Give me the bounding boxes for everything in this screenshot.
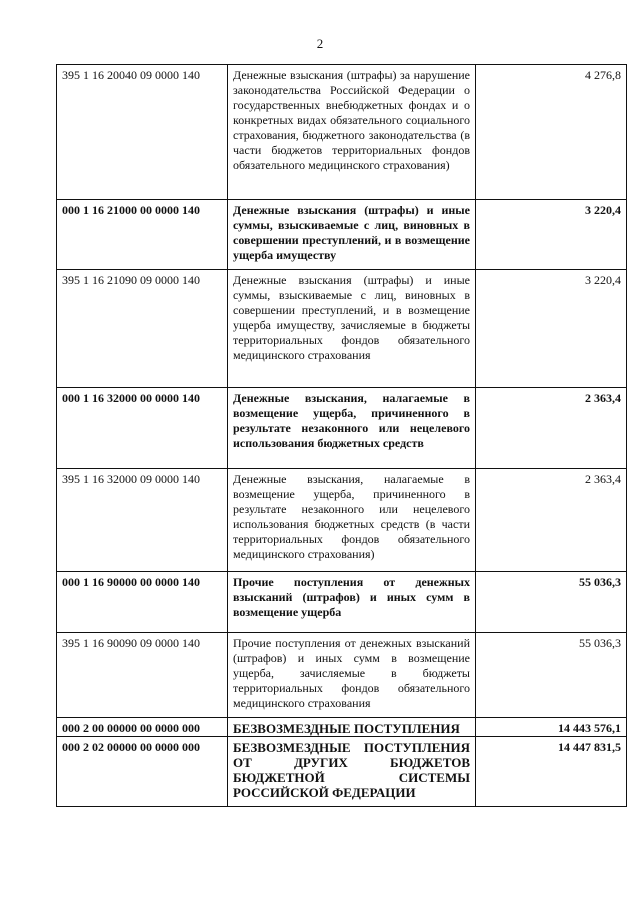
budget-code: 395 1 16 32000 09 0000 140 bbox=[57, 469, 228, 572]
row-amount: 3 220,4 bbox=[476, 200, 627, 270]
row-description: Денежные взыскания (штрафы) за нарушение законодательства Российской Федерации о государственных внебюджетных фондах и о конкретных видах обязательного социального страхования, бюджетного законодательства (в части бюджетов территориальных фондов обязательного медицинского страхования) bbox=[228, 65, 476, 200]
row-description: Денежные взыскания (штрафы) и иные суммы, взыскиваемые с лиц, виновных в совершении преступлений, и в возмещение ущерба имуществу, зачисляемые в бюджеты территориальных фондов обязательного медицинского страхования bbox=[228, 270, 476, 388]
row-description: Прочие поступления от денежных взысканий (штрафов) и иных сумм в возмещение ущерба, зачисляемые в бюджеты территориальных фондов обязательного медицинского страхования bbox=[228, 633, 476, 718]
row-amount: 14 443 576,1 bbox=[476, 718, 627, 737]
budget-code: 000 1 16 21000 00 0000 140 bbox=[57, 200, 228, 270]
table-row bbox=[57, 65, 627, 200]
row-amount: 2 363,4 bbox=[476, 388, 627, 469]
budget-code: 395 1 16 20040 09 0000 140 bbox=[57, 65, 228, 200]
table-row bbox=[57, 200, 627, 270]
revenue-table bbox=[56, 64, 627, 807]
budget-code: 000 1 16 90000 00 0000 140 bbox=[57, 572, 228, 633]
row-description: Прочие поступления от денежных взысканий (штрафов) и иных сумм в возмещение ущерба bbox=[228, 572, 476, 633]
table-row bbox=[57, 572, 627, 633]
table-row bbox=[57, 737, 627, 807]
table-row bbox=[57, 718, 627, 737]
row-description: Денежные взыскания, налагаемые в возмещение ущерба, причиненного в результате незаконного или нецелевого использования бюджетных средств bbox=[228, 388, 476, 469]
row-amount: 4 276,8 bbox=[476, 65, 627, 200]
table-row bbox=[57, 270, 627, 388]
table-row bbox=[57, 469, 627, 572]
budget-code: 395 1 16 21090 09 0000 140 bbox=[57, 270, 228, 388]
row-amount: 3 220,4 bbox=[476, 270, 627, 388]
row-description: Денежные взыскания, налагаемые в возмещение ущерба, причиненного в результате незаконного или нецелевого использования бюджетных средств (в части территориальных фондов обязательного медицинского страхования) bbox=[228, 469, 476, 572]
table-row bbox=[57, 633, 627, 718]
row-description: Денежные взыскания (штрафы) и иные суммы, взыскиваемые с лиц, виновных в совершении преступлений, и в возмещение ущерба имуществу bbox=[228, 200, 476, 270]
row-description: БЕЗВОЗМЕЗДНЫЕ ПОСТУПЛЕНИЯ ОТ ДРУГИХ БЮДЖЕТОВ БЮДЖЕТНОЙ СИСТЕМЫ РОССИЙСКОЙ ФЕДЕРАЦИИ bbox=[228, 737, 476, 807]
table-row bbox=[57, 388, 627, 469]
budget-code: 000 2 02 00000 00 0000 000 bbox=[57, 737, 228, 807]
budget-code: 000 1 16 32000 00 0000 140 bbox=[57, 388, 228, 469]
row-amount: 2 363,4 bbox=[476, 469, 627, 572]
row-amount: 14 447 831,5 bbox=[476, 737, 627, 807]
page-number: 2 bbox=[316, 36, 324, 51]
row-amount: 55 036,3 bbox=[476, 572, 627, 633]
row-description: БЕЗВОЗМЕЗДНЫЕ ПОСТУПЛЕНИЯ bbox=[228, 718, 476, 737]
row-amount: 55 036,3 bbox=[476, 633, 627, 718]
budget-code: 395 1 16 90090 09 0000 140 bbox=[57, 633, 228, 718]
budget-code: 000 2 00 00000 00 0000 000 bbox=[57, 718, 228, 737]
